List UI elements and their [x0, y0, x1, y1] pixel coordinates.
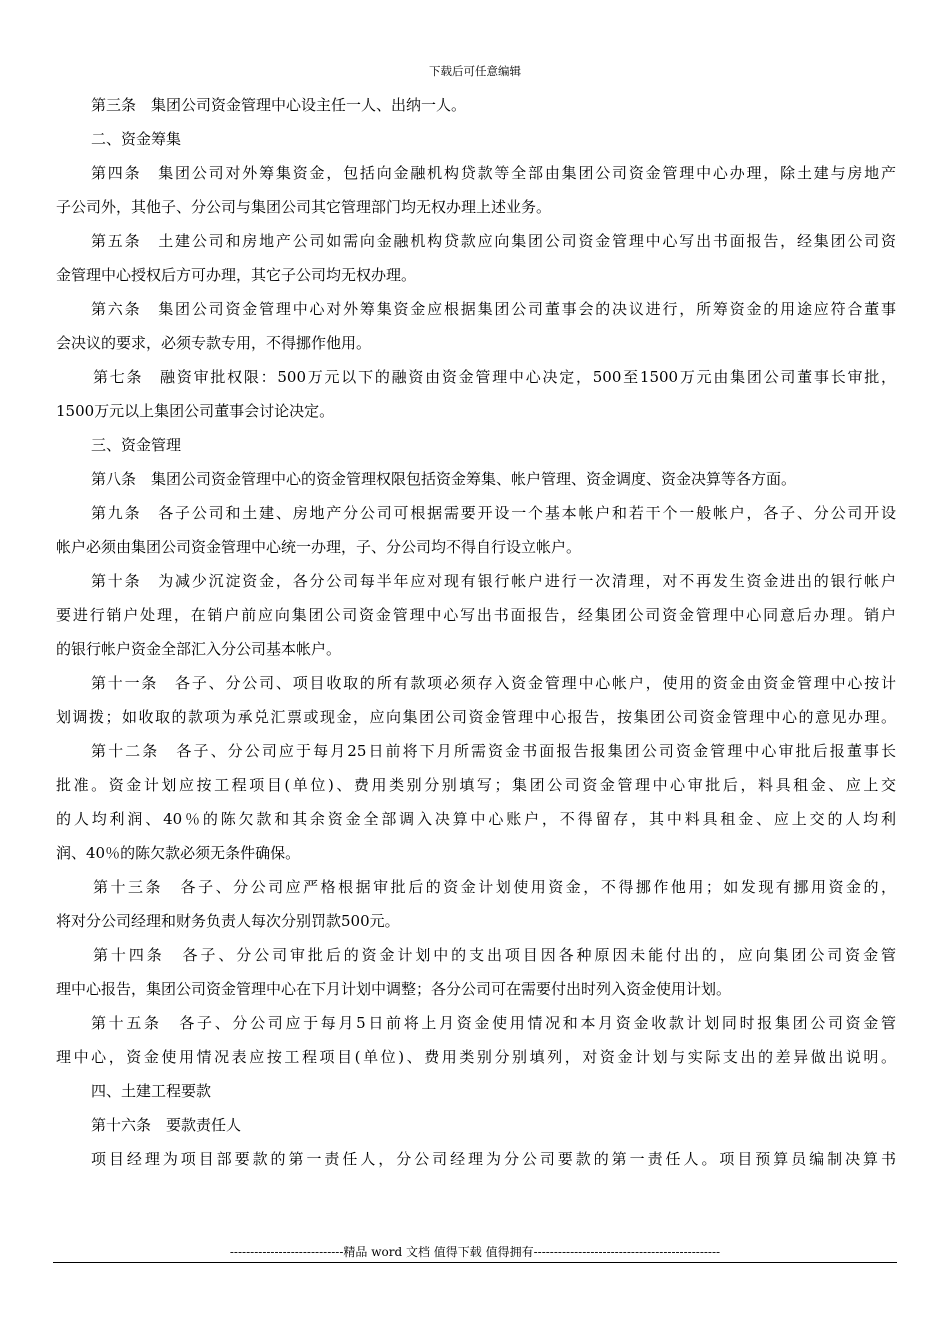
- article-5-line-2: 金管理中心授权后方可办理，其它子公司均无权办理。: [56, 266, 417, 284]
- article-10-line-1: 第十条 为减少沉淀资金，各分公司每半年应对现有银行帐户进行一次清理，对不再发生资金进出的银行帐户: [91, 572, 896, 590]
- article-7-line-1: 第七条 融资审批权限：500万元以下的融资由资金管理中心决定，500至1500万元由集团公司董事长审批，: [93, 368, 896, 386]
- article-10-line-2: 要进行销户处理，在销户前应向集团公司资金管理中心写出书面报告，经集团公司资金管理中心同意后办理。销户: [56, 606, 896, 624]
- article-8-line-1: 第八条 集团公司资金管理中心的资金管理权限包括资金筹集、帐户管理、资金调度、资金决算等各方面。: [91, 470, 797, 488]
- section-4-heading: 四、土建工程要款: [91, 1082, 212, 1100]
- section-3-heading: 三、资金管理: [91, 436, 182, 454]
- article-15-line-1: 第十五条 各子、分公司应于每月5日前将上月资金使用情况和本月资金收款计划同时报集团公司资金管: [91, 1014, 896, 1032]
- article-12-line-2: 批准。资金计划应按工程项目(单位)、费用类别分别填写；集团公司资金管理中心审批后，料具租金、应上交: [56, 776, 896, 794]
- article-14-line-1: 第十四条 各子、分公司审批后的资金计划中的支出项目因各种原因未能付出的，应向集团公司资金管: [93, 946, 896, 964]
- article-4-line-1: 第四条 集团公司对外筹集资金，包括向金融机构贷款等全部由集团公司资金管理中心办理，除土建与房地产: [91, 164, 896, 182]
- article-13-line-1: 第十三条 各子、分公司应严格根据审批后的资金计划使用资金，不得挪作他用；如发现有挪用资金的，: [93, 878, 896, 896]
- article-13-line-2: 将对分公司经理和财务负责人每次分别罚款500元。: [56, 912, 400, 930]
- article-12-line-3: 的人均利润、40％的陈欠款和其余资金全部调入决算中心账户，不得留存，其中料具租金、应上交的人均利: [56, 810, 896, 828]
- article-4-line-2: 子公司外，其他子、分公司与集团公司其它管理部门均无权办理上述业务。: [56, 198, 552, 216]
- article-16-line-1: 项目经理为项目部要款的第一责任人，分公司经理为分公司要款的第一责任人。项目预算员编制决算书: [91, 1150, 896, 1168]
- article-6-line-1: 第六条 集团公司资金管理中心对外筹集资金应根据集团公司董事会的决议进行，所筹资金的用途应符合董事: [91, 300, 896, 318]
- article-11-line-1: 第十一条 各子、分公司、项目收取的所有款项必须存入资金管理中心帐户，使用的资金由资金管理中心按计: [91, 674, 896, 692]
- article-12-line-4: 润、40％的陈欠款必须无条件确保。: [56, 844, 301, 862]
- article-9-line-2: 帐户必须由集团公司资金管理中心统一办理，子、分公司均不得自行设立帐户。: [56, 538, 582, 556]
- footer-divider: [53, 1262, 897, 1263]
- article-5-line-1: 第五条 土建公司和房地产公司如需向金融机构贷款应向集团公司资金管理中心写出书面报告，经集团公司资: [91, 232, 896, 250]
- page-footer: ----------------------------精品 word 文档 值得下载 值得拥有----------------------------------------------: [229, 1245, 721, 1259]
- article-7-line-2: 1500万元以上集团公司董事会讨论决定。: [56, 402, 335, 420]
- article-16-heading: 第十六条 要款责任人: [91, 1116, 242, 1134]
- article-9-line-1: 第九条 各子公司和土建、房地产分公司可根据需要开设一个基本帐户和若干个一般帐户，各子、分公司开设: [91, 504, 896, 522]
- article-6-line-2: 会决议的要求，必须专款专用，不得挪作他用。: [56, 334, 372, 352]
- document-body: [56, 88, 896, 1176]
- article-15-line-2: 理中心，资金使用情况表应按工程项目(单位)、费用类别分别填列，对资金计划与实际支出的差异做出说明。: [56, 1048, 896, 1066]
- article-10-line-3: 的银行帐户资金全部汇入分公司基本帐户。: [56, 640, 342, 658]
- section-2-heading: 二、资金筹集: [91, 130, 182, 148]
- page-header: 下载后可任意编辑: [429, 64, 521, 78]
- article-14-line-2: 理中心报告，集团公司资金管理中心在下月计划中调整；各分公司可在需要付出时列入资金使用计划。: [56, 980, 732, 998]
- article-12-line-1: 第十二条 各子、分公司应于每月25日前将下月所需资金书面报告报集团公司资金管理中心审批后报董事长: [91, 742, 896, 760]
- article-3-line-1: 第三条 集团公司资金管理中心设主任一人、出纳一人。: [91, 96, 467, 114]
- article-11-line-2: 划调拨；如收取的款项为承兑汇票或现金，应向集团公司资金管理中心报告，按集团公司资金管理中心的意见办理。: [56, 708, 896, 726]
